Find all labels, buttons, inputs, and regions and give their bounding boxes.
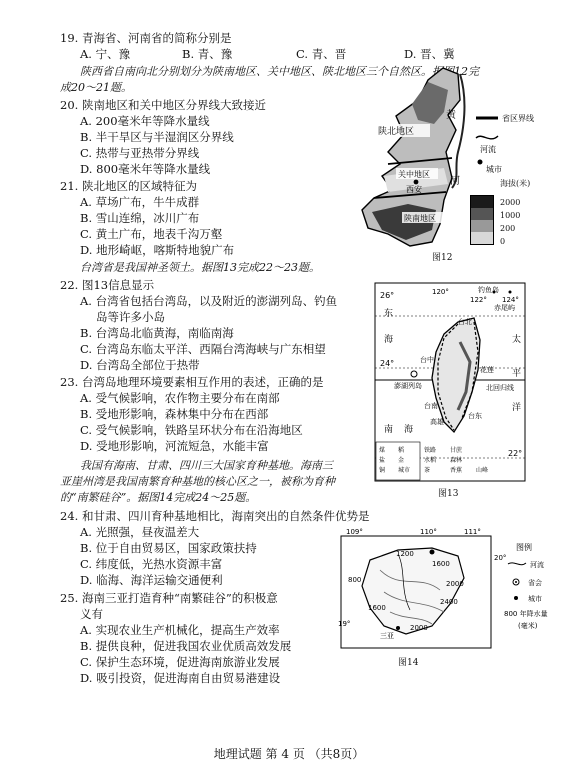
- lon-122: 122°: [470, 296, 487, 304]
- q23-option-b: B. 受地形影响，森林集中分布在西部: [80, 407, 269, 421]
- q23-option-a: A. 受气候影响，农作物主要分布在南部: [80, 391, 280, 405]
- label-taipei: 台北: [458, 318, 472, 326]
- intro-fig12-cont: 成20～21题。: [60, 81, 132, 94]
- q22-option-c: C. 台湾岛东临太平洋、西隔台湾海峡与广东相望: [80, 342, 326, 356]
- legend-banana: 香蕉: [450, 467, 463, 474]
- q22-option-b: B. 台湾岛北临黄海，南临南海: [80, 326, 234, 340]
- legend-forest: 森林: [450, 457, 463, 464]
- lon-111: 111°: [464, 528, 481, 536]
- intro-fig13: 台湾省是我国神圣领土。据图13完成22～23题。: [80, 261, 320, 274]
- intro-fig14-cont1: 亚崖州湾是我国南繁育种基地的核心区之一，被称为育种: [60, 475, 335, 488]
- figure-13-taiwan-map: [374, 282, 526, 482]
- label-xian: 西安: [406, 185, 422, 194]
- lat-26: 26°: [380, 291, 395, 300]
- legend-paddy: 水稻: [424, 457, 437, 464]
- label-shaannan: 陕南地区: [404, 214, 436, 223]
- q19-stem: 19. 青海省、河南省的简称分别是: [60, 31, 232, 45]
- legend-copper: 铜: [379, 467, 386, 474]
- label-sanya: 三亚: [380, 632, 394, 640]
- q21-option-a: A. 草场广布，牛牛成群: [80, 195, 200, 209]
- label-chiwei: 赤尾屿: [494, 304, 515, 312]
- q24-option-d: D. 临海、海洋运输交通便利: [80, 573, 223, 587]
- q22-stem: 22. 图13信息显示: [60, 278, 155, 292]
- legend-title: 图例: [516, 543, 532, 552]
- legend-peak: 山峰: [476, 467, 489, 474]
- legend-sugarcane: 甘蔗: [450, 447, 463, 454]
- label-diaoyu: 钓鱼岛: [478, 286, 499, 294]
- lat-22: 22°: [508, 449, 523, 458]
- label-tainan: 台南: [424, 402, 438, 410]
- legend-railway: 铁路: [424, 447, 437, 454]
- lon-110: 110°: [420, 528, 437, 536]
- intro-fig12: 陕西省自南向北分别划分为陕南地区、关中地区、陕北地区三个自然区。据图12完: [80, 65, 479, 78]
- q23-stem: 23. 台湾岛地理环境要素相互作用的表述，正确的是: [60, 375, 324, 389]
- q25-option-d: D. 吸引投资，促进海南自由贸易港建设: [80, 671, 281, 685]
- legend-city: 城市: [398, 467, 411, 474]
- q21-stem: 21. 陕北地区的区域特征为: [60, 179, 197, 193]
- figure-12-legend: [472, 112, 552, 176]
- q25-stem: 25. 海南三亚打造育种“南繁硅谷”的积极意: [60, 591, 278, 605]
- contour-2000-b: 2000: [410, 624, 428, 632]
- elev-2000: 2000: [500, 198, 521, 207]
- intro-fig14-cont2: 的“南繁硅谷”。据图14完成24～25题。: [60, 491, 257, 504]
- legend-salt: 盐: [379, 457, 386, 464]
- figure-14-caption: 图14: [398, 658, 419, 668]
- lat-24: 24°: [380, 359, 395, 368]
- q22-option-a: A. 台湾省包括台湾岛，以及附近的澎湖列岛、钓鱼: [80, 294, 338, 308]
- q20-option-d: D. 800毫米年等降水量线: [80, 162, 211, 176]
- label-hualien: 花莲: [480, 366, 494, 374]
- elev-title: 海拔(米): [500, 179, 531, 188]
- legend-city: 城市: [486, 165, 502, 174]
- elev-0: 0: [500, 237, 506, 246]
- lon-124: 124°: [502, 296, 519, 304]
- figure-12-caption: 图12: [432, 253, 453, 263]
- q19-option-b: B. 青、豫: [182, 47, 233, 61]
- q22-option-d: D. 台湾岛全部位于热带: [80, 358, 200, 372]
- contour-800: 800: [348, 576, 362, 584]
- legend-boundary: 省区界线: [502, 114, 534, 123]
- legend-rice: 稻: [398, 447, 405, 454]
- figure-13-caption: 图13: [438, 489, 459, 499]
- legend-capital: 省会: [528, 579, 542, 587]
- q25-option-c: C. 保护生态环境，促进海南旅游业发展: [80, 655, 280, 669]
- elev-1000: 1000: [500, 211, 521, 220]
- legend-unit: (毫米): [518, 622, 538, 630]
- q20-option-c: C. 热带与亚热带分界线: [80, 146, 200, 160]
- legend-precip: 800 年降水量: [504, 610, 548, 618]
- lat-20: 20°: [494, 554, 507, 562]
- contour-1600-b: 1600: [368, 604, 386, 612]
- q23-option-c: C. 受气候影响，铁路呈环状分布在沿海地区: [80, 423, 303, 437]
- legend-coal: 煤: [379, 447, 386, 454]
- q20-stem: 20. 陕南地区和关中地区分界线大致接近: [60, 98, 266, 112]
- q19-option-d: D. 晋、冀: [404, 47, 455, 61]
- label-huang: 黄: [446, 110, 456, 121]
- label-taitung: 台东: [468, 412, 482, 420]
- q21-option-b: B. 雪山连绵，冰川广布: [80, 211, 200, 225]
- legend-river: 河流: [480, 145, 496, 154]
- q21-option-c: C. 黄土广布，地表千沟万壑: [80, 227, 223, 241]
- label-he: 河: [450, 176, 460, 187]
- label-tai: 太: [512, 335, 522, 345]
- label-dong: 东: [384, 309, 394, 319]
- q24-stem: 24. 和甘肃、四川育种基地相比，海南突出的自然条件优势是: [60, 509, 370, 523]
- q23-option-d: D. 受地形影响，河流短急，水能丰富: [80, 439, 269, 453]
- q21-option-d: D. 地形崎岖，喀斯特地貌广布: [80, 243, 235, 257]
- label-nan: 南: [384, 425, 394, 435]
- q22-option-a-cont: 岛等许多小岛: [96, 310, 165, 324]
- q25-stem-cont: 义有: [80, 607, 103, 621]
- legend-tea: 茶: [424, 467, 431, 474]
- q20-option-b: B. 半干旱区与半湿润区分界线: [80, 130, 234, 144]
- q24-option-c: C. 纬度低，光热水资源丰富: [80, 557, 223, 571]
- label-ping: 平: [512, 369, 522, 379]
- label-taichung: 台中: [420, 356, 434, 364]
- q24-option-b: B. 位于自由贸易区，国家政策扶持: [80, 541, 257, 555]
- label-hai: 海: [384, 335, 394, 345]
- contour-2000: 2000: [446, 580, 464, 588]
- contour-1200: 1200: [396, 550, 414, 558]
- q24-option-a: A. 光照强，昼夜温差大: [80, 525, 200, 539]
- label-hai2: 海: [404, 425, 414, 435]
- label-penghu: 澎湖列岛: [394, 382, 422, 390]
- contour-1600: 1600: [432, 560, 450, 568]
- elev-200: 200: [500, 224, 516, 233]
- intro-fig14: 我国有海南、甘肃、四川三大国家育种基地。海南三: [80, 459, 333, 472]
- q19-option-a: A. 宁、豫: [80, 47, 131, 61]
- figure-14-hainan-map: [340, 530, 566, 650]
- legend-city: 城市: [528, 595, 542, 603]
- label-shaanbei: 陕北地区: [378, 127, 415, 137]
- lon-120: 120°: [432, 288, 449, 296]
- lat-19: 19°: [338, 620, 351, 628]
- q19-option-c: C. 青、晋: [296, 47, 347, 61]
- q20-option-a: A. 200毫米年等降水量线: [80, 114, 210, 128]
- lon-109: 109°: [346, 528, 363, 536]
- contour-2400: 2400: [440, 598, 458, 606]
- elevation-scale: [470, 195, 494, 245]
- page-footer: 地理试题 第 4 页 （共8页）: [213, 747, 365, 761]
- legend-river: 河流: [530, 561, 544, 569]
- q25-option-a: A. 实现农业生产机械化，提高生产效率: [80, 623, 280, 637]
- label-guanzhong: 关中地区: [398, 170, 430, 179]
- legend-gold: 金: [398, 457, 405, 464]
- label-kaohsiung: 高雄: [430, 418, 444, 426]
- label-tropic: 北回归线: [486, 384, 514, 392]
- xian-city-icon: [414, 180, 419, 185]
- label-yang: 洋: [512, 403, 522, 413]
- q25-option-b: B. 提供良种，促进我国农业优质高效发展: [80, 639, 292, 653]
